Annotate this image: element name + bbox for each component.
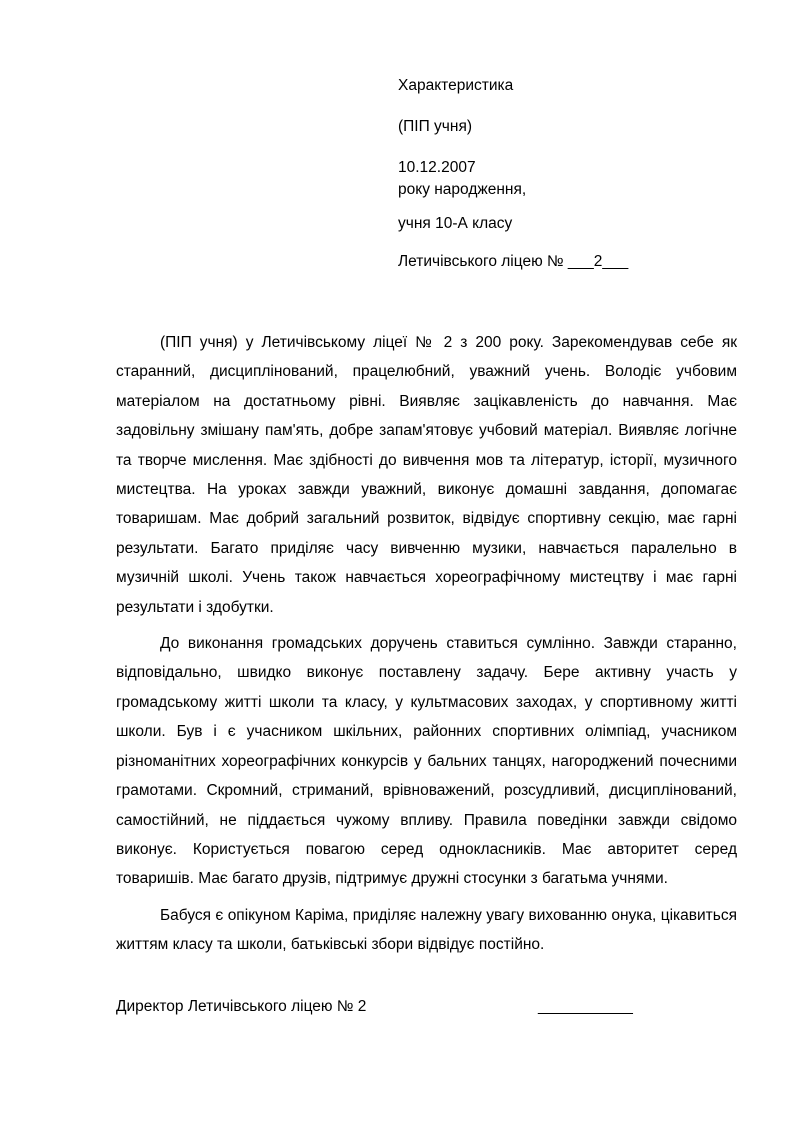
document-header (398, 76, 758, 272)
birth-date: 10.12.2007 (398, 159, 476, 176)
class-line: учня 10-А класу (398, 215, 513, 232)
paragraph-guardian: Бабуся є опікуном Каріма, приділяє належну увагу вихованню онука, цікавиться життям класу та школи, батьківські збори відвідує постійно. (116, 906, 737, 954)
paragraph-social: До виконання громадських доручень ставиться сумлінно. Завжди старанно, відповідально, швидко виконує поставлену задачу. Бере активну участь у громадському житті школи та класу, у культмасових заходах, у спортивному житті школи. Був і є учасником шкільних, районних спортивних олімпіад, учасником різноманітних хореографічних конкурсів у бальних танцях, нагороджений почесними грамотами. Скромний, стриманий, врівноважений, розсудливий, дисциплінований, самостійний, не піддається чужому впливу. Правила поведінки завжди свідомо виконує. Користується повагою серед однокласників. Має авторитет серед товаришів. Має багато друзів, підтримує дружні стосунки з багатьма учнями. (116, 635, 737, 888)
paragraph-study: (ПІП учня) у Летичівському ліцеї № 2 з 200 року. Зарекомендував себе як старанний, дисциплінований, працелюбний, уважний учень. Володіє учбовим матеріалом на достатньому рівні. Виявляє зацікавленість до навчання. Має задовільну змішану пам'ять, добре запам'ятовує учбовий матеріал. Виявляє логічне та творче мислення. Має здібності до вивчення мов та літератур, історії, музичного мистецтва. На уроках завжди уважний, виконує домашні завдання, допомагає товаришам. Має добрий загальний розвиток, відвідує спортивну секцію, має гарні результати. Багато приділяє часу вивченню музики, навчається паралельно в музичній школі. Учень також навчається хореографічному мистецтву і має гарні результати і здобутки. (116, 334, 737, 616)
document-body (116, 328, 737, 960)
signature-line: ___________ (538, 998, 633, 1015)
document-title: Характеристика (398, 77, 514, 94)
signature-block (116, 997, 737, 1017)
school-line: Летичівського ліцею № ___2___ (398, 253, 629, 270)
student-name-placeholder: (ПІП учня) (398, 118, 472, 135)
signature-label: Директор Летичівського ліцею № 2 (116, 998, 367, 1015)
birth-suffix: року народження, (398, 181, 527, 198)
